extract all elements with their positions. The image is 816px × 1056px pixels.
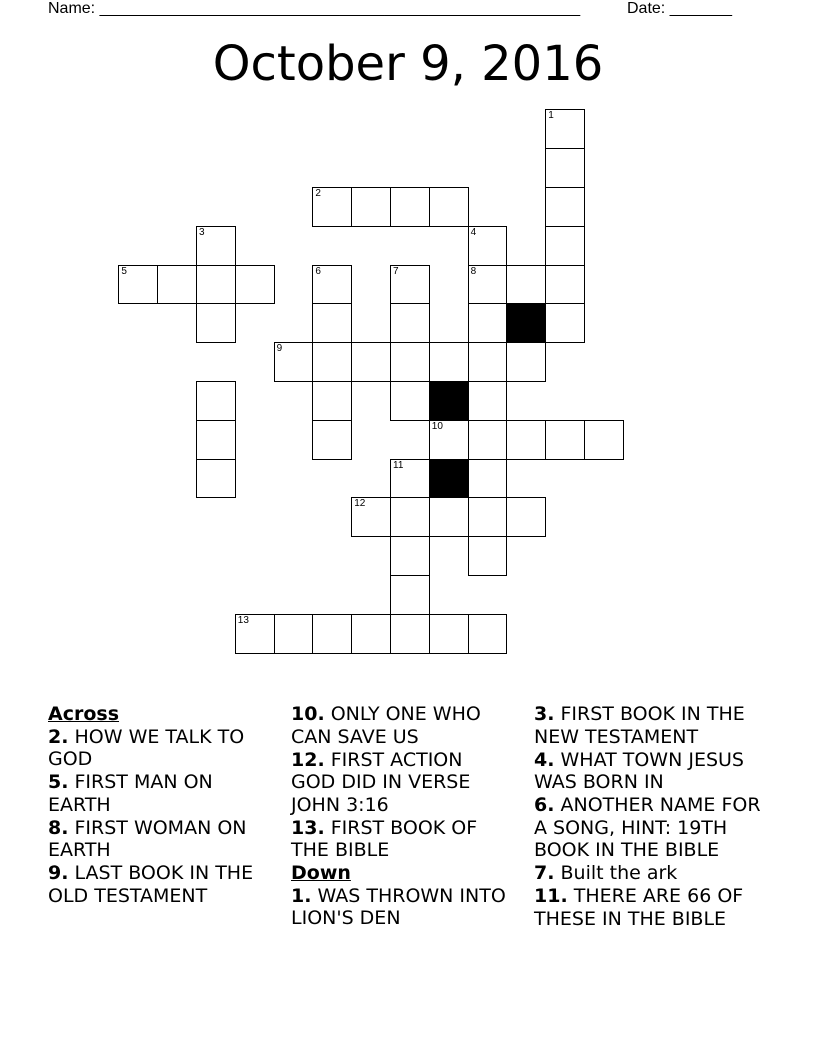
grid-cell[interactable] — [545, 420, 585, 460]
grid-cell[interactable] — [312, 381, 352, 421]
grid-cell[interactable] — [390, 459, 430, 499]
clue-down-1: 1. WAS THROWN INTO LION'S DEN — [291, 884, 506, 929]
clue-across-9: 9. LAST BOOK IN THE OLD TESTAMENT — [48, 862, 254, 907]
grid-cell[interactable] — [429, 614, 469, 654]
grid-cell[interactable] — [429, 342, 469, 382]
grid-cell[interactable] — [468, 459, 508, 499]
grid-cell[interactable] — [196, 381, 236, 421]
clue-across-10: 10. ONLY ONE WHO CAN SAVE US — [291, 703, 481, 748]
clue-number: 4 — [470, 226, 477, 238]
name-field[interactable]: Name: ______________________________________________________ — [48, 0, 581, 17]
clue-number: 10 — [431, 420, 443, 432]
clue-down-11: 11. THERE ARE 66 OF THESE IN THE BIBLE — [534, 885, 744, 930]
clue-down-3: 3. FIRST BOOK IN THE NEW TESTAMENT — [534, 703, 745, 748]
grid-cell[interactable] — [196, 420, 236, 460]
grid-cell[interactable] — [584, 420, 624, 460]
grid-cell[interactable] — [390, 381, 430, 421]
grid-cell[interactable] — [545, 148, 585, 188]
grid-cell[interactable] — [312, 342, 352, 382]
grid-cell[interactable] — [274, 614, 314, 654]
grid-cell[interactable] — [545, 265, 585, 305]
grid-cell[interactable] — [312, 614, 352, 654]
grid-cell[interactable] — [390, 614, 430, 654]
grid-cell[interactable] — [468, 342, 508, 382]
grid-cell[interactable] — [545, 303, 585, 343]
clue-number: 5 — [121, 265, 127, 277]
grid-cell[interactable] — [390, 575, 430, 615]
clue-down-6: 6. ANOTHER NAME FOR A SONG, HINT: 19TH BOOK IN THE BIBLE — [534, 794, 761, 861]
clue-across-12: 12. FIRST ACTION GOD DID IN VERSE JOHN 3:16 — [291, 748, 471, 816]
grid-cell[interactable] — [468, 420, 508, 460]
grid-cell[interactable] — [351, 614, 391, 654]
across-heading: Across — [48, 703, 120, 725]
grid-cell[interactable] — [468, 536, 508, 576]
clue-number: 7 — [393, 265, 399, 277]
grid-cell[interactable] — [390, 187, 430, 227]
grid-block — [506, 303, 546, 343]
grid-cell[interactable] — [157, 265, 197, 305]
grid-cell[interactable] — [118, 265, 158, 305]
grid-cell[interactable] — [545, 187, 585, 227]
grid-cell[interactable] — [235, 614, 275, 654]
clue-number: 1 — [548, 110, 554, 122]
grid-cell[interactable] — [468, 497, 508, 537]
down-heading: Down — [291, 862, 351, 884]
clue-number: 12 — [354, 498, 366, 510]
clue-down-7: 7. Built the ark — [534, 862, 678, 884]
clue-down-4: 4. WHAT TOWN JESUS WAS BORN IN — [534, 748, 744, 793]
grid-cell[interactable] — [351, 342, 391, 382]
clue-across-5: 5. FIRST MAN ON EARTH — [48, 771, 213, 816]
clue-number: 6 — [315, 265, 321, 277]
grid-block — [429, 459, 469, 499]
grid-cell[interactable] — [196, 226, 236, 266]
clue-number: 9 — [276, 343, 283, 355]
grid-cell[interactable] — [390, 536, 430, 576]
grid-cell[interactable] — [390, 497, 430, 537]
clue-across-2: 2. HOW WE TALK TO GOD — [48, 725, 245, 770]
grid-cell[interactable] — [274, 342, 314, 382]
grid-cell[interactable] — [351, 497, 391, 537]
grid-cell[interactable] — [312, 303, 352, 343]
grid-cell[interactable] — [506, 265, 546, 305]
grid-cell[interactable] — [468, 226, 508, 266]
clue-number: 13 — [237, 614, 249, 626]
clue-across-13: 13. FIRST BOOK OF THE BIBLE — [291, 816, 478, 861]
grid-cell[interactable] — [312, 187, 352, 227]
grid-cell[interactable] — [351, 187, 391, 227]
clues-column-1 — [48, 703, 278, 908]
grid-cell[interactable] — [390, 303, 430, 343]
date-field[interactable]: Date: _______ — [627, 0, 732, 17]
page-title: October 9, 2016 — [212, 36, 604, 92]
grid-cell[interactable] — [390, 265, 430, 305]
grid-cell[interactable] — [312, 420, 352, 460]
grid-cell[interactable] — [235, 265, 275, 305]
clue-number: 8 — [470, 265, 477, 277]
clue-number: 2 — [315, 188, 321, 199]
clues-column-3 — [534, 703, 774, 931]
grid-cell[interactable] — [196, 459, 236, 499]
grid-cell[interactable] — [196, 303, 236, 343]
clue-number: 3 — [199, 226, 205, 238]
grid-cell[interactable] — [545, 109, 585, 149]
grid-cell[interactable] — [429, 420, 469, 460]
clue-number: 11 — [393, 459, 404, 471]
grid-cell[interactable] — [506, 420, 546, 460]
grid-cell[interactable] — [429, 497, 469, 537]
clues-column-2 — [291, 703, 506, 930]
grid-cell[interactable] — [468, 381, 508, 421]
grid-cell[interactable] — [196, 265, 236, 305]
grid-cell[interactable] — [468, 614, 508, 654]
clue-across-8: 8. FIRST WOMAN ON EARTH — [48, 816, 247, 861]
grid-cell[interactable] — [312, 265, 352, 305]
grid-cell[interactable] — [545, 226, 585, 266]
grid-cell[interactable] — [429, 187, 469, 227]
grid-cell[interactable] — [468, 265, 508, 305]
grid-block — [429, 381, 469, 421]
grid-cell[interactable] — [468, 303, 508, 343]
grid-cell[interactable] — [506, 497, 546, 537]
grid-cell[interactable] — [390, 342, 430, 382]
grid-cell[interactable] — [506, 342, 546, 382]
